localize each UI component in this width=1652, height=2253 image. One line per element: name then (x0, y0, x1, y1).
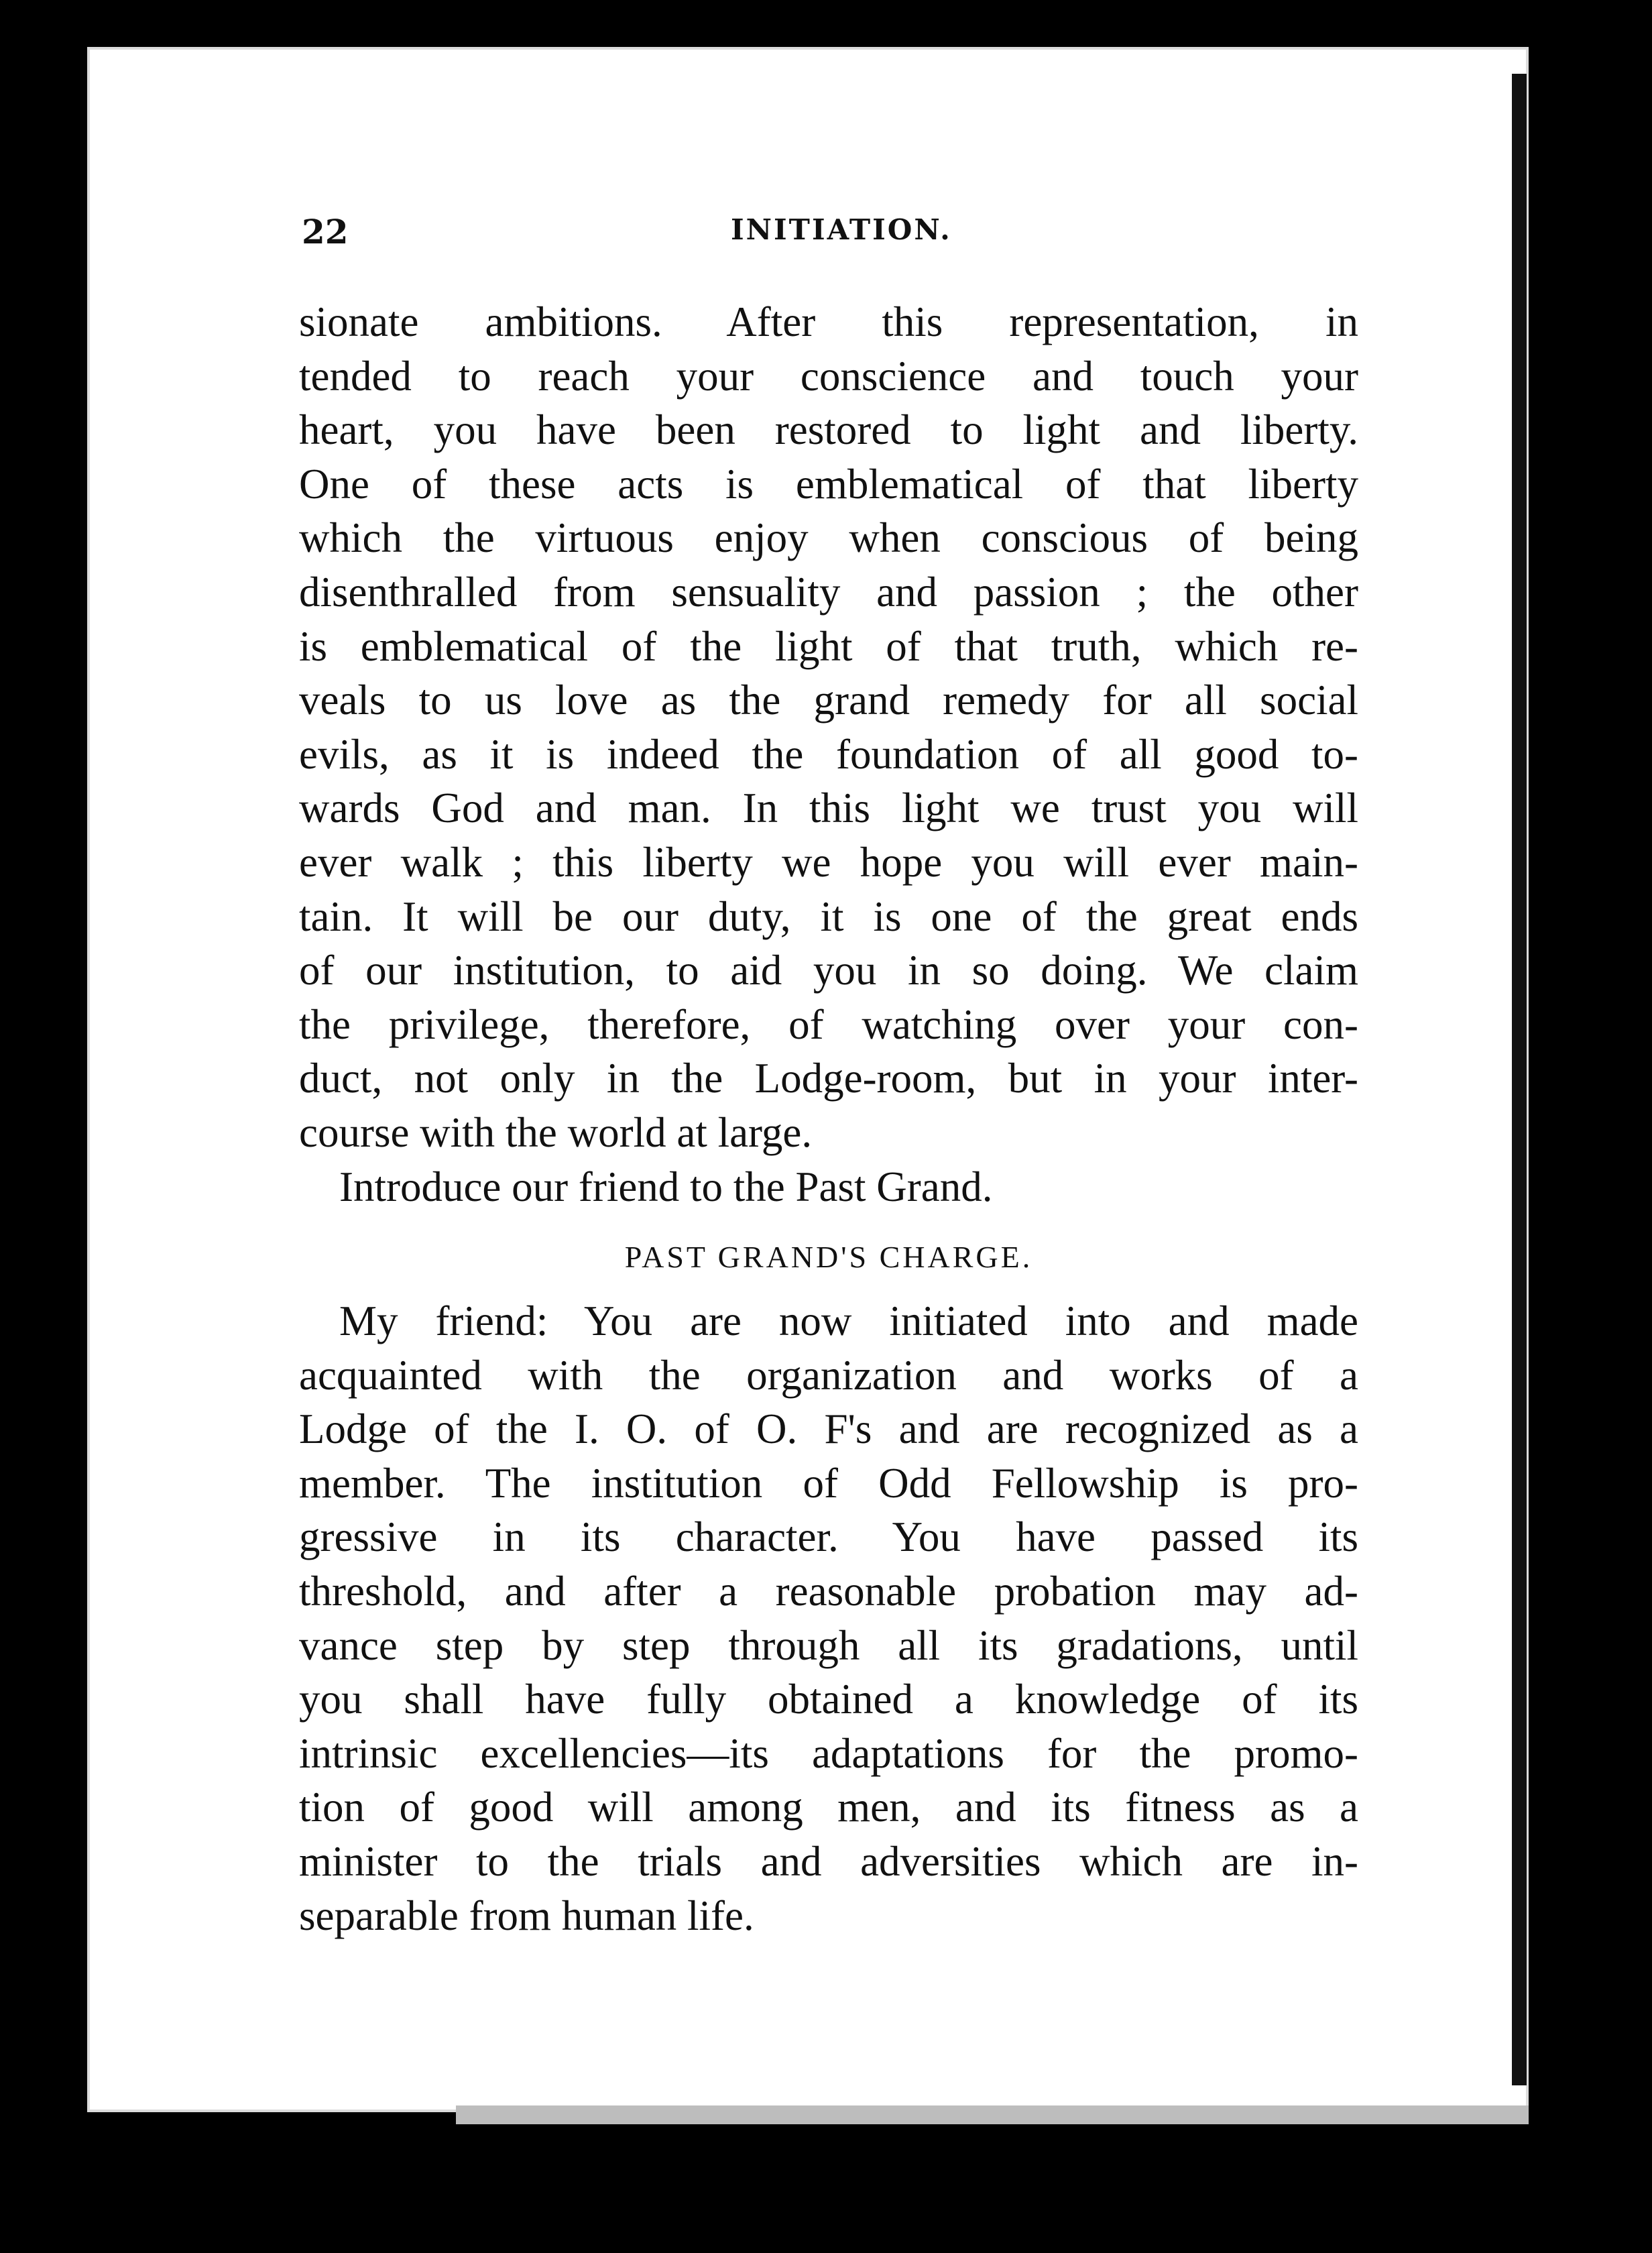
text-line: member. The institution of Odd Fellowship is pro- (299, 1459, 1358, 1507)
text-line: tain. It will be our duty, it is one of the great ends (299, 892, 1358, 940)
text-line: is emblematical of the light of that truth, which re- (299, 622, 1358, 670)
page-edge-right (1512, 74, 1527, 2085)
text-line: minister to the trials and adversities which are in- (299, 1838, 1358, 1886)
text-line: you shall have fully obtained a knowledge of its (299, 1676, 1358, 1723)
text-line: the privilege, therefore, of watching over your con- (299, 1000, 1358, 1048)
text-line: intrinsic excellencies—its adaptations for the promo- (299, 1729, 1358, 1777)
page-body (299, 295, 1358, 1943)
instruction-line: Introduce our friend to the Past Grand. (339, 1163, 993, 1210)
text-line: One of these acts is emblematical of that liberty (299, 460, 1358, 508)
text-line: veals to us love as the grand remedy for all social (299, 677, 1358, 724)
text-line: which the virtuous enjoy when conscious of being (299, 514, 1358, 562)
page-header (302, 212, 1361, 259)
text-line: tion of good will among men, and its fitness as a (299, 1784, 1358, 1831)
text-line: ever walk ; this liberty we hope you will ever main- (299, 838, 1358, 886)
text-line: tended to reach your conscience and touch your (299, 352, 1358, 400)
paragraph-2 (299, 1294, 1358, 1943)
text-line: My friend: You are now initiated into and made (339, 1297, 1358, 1345)
text-line: sionate ambitions. After this representation, in (299, 298, 1358, 345)
section-heading: PAST GRAND'S CHARGE. (624, 1240, 1033, 1275)
text-line: threshold, and after a reasonable probation may ad- (299, 1568, 1358, 1615)
text-line: evils, as it is indeed the foundation of all good to- (299, 730, 1358, 778)
paragraph-1 (299, 295, 1358, 1160)
text-line: wards God and man. In this light we trust you will (299, 785, 1358, 832)
text-line: vance step by step through all its gradations, until (299, 1621, 1358, 1669)
running-head: INITIATION. (731, 213, 952, 246)
text-line: heart, you have been restored to light and liberty. (299, 406, 1358, 454)
text-line: of our institution, to aid you in so doing. We claim (299, 947, 1358, 994)
text-line: gressive in its character. You have passed its (299, 1513, 1358, 1561)
text-line: Lodge of the I. O. of O. F's and are recognized as a (299, 1405, 1358, 1453)
text-line: duct, not only in the Lodge-room, but in your inter- (299, 1055, 1358, 1102)
text-line: separable from human life. (299, 1892, 754, 1939)
page-edge-bottom (456, 2105, 1529, 2124)
page-number: 22 (302, 212, 349, 251)
text-line: disenthralled from sensuality and passion ; the other (299, 568, 1358, 616)
text-line: acquainted with the organization and works of a (299, 1351, 1358, 1399)
text-line: course with the world at large. (299, 1108, 813, 1156)
